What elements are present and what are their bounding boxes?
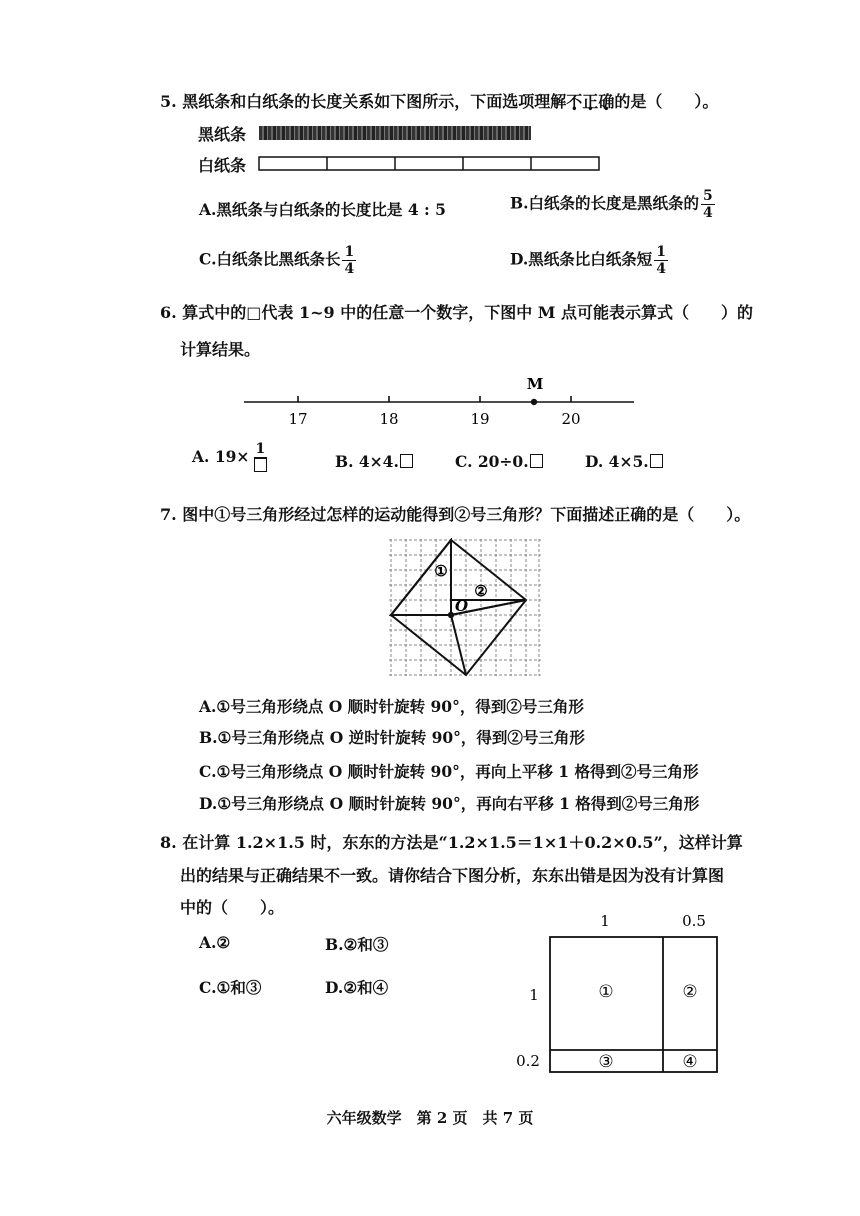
q7-stem: 7. 图中①号三角形经过怎样的运动能得到②号三角形？下面描述正确的是（ ）。 bbox=[160, 505, 751, 524]
q8-stem-line3: 中的（ ）。 bbox=[180, 898, 285, 917]
center-point-o bbox=[448, 612, 454, 618]
number-line bbox=[240, 372, 640, 432]
q6-option-d[interactable]: D. 4×5. bbox=[585, 452, 663, 471]
left-label-1: 1 bbox=[529, 986, 539, 1004]
q5-option-c[interactable]: C.白纸条比黑纸条长 $\frac{1}{4}$ bbox=[199, 244, 355, 277]
tick-label-18: 18 bbox=[379, 410, 399, 428]
triangle-2-label: ② bbox=[474, 582, 488, 600]
q5-option-d[interactable]: D.黑纸条比白纸条短 $\frac{1}{4}$ bbox=[510, 244, 667, 277]
q7-option-b[interactable]: B.①号三角形绕点 O 逆时针旋转 90°，得到②号三角形 bbox=[199, 728, 585, 747]
black-strip bbox=[259, 126, 531, 140]
white-strip bbox=[258, 156, 602, 172]
q8-stem-line2: 出的结果与正确结果不一致。请你结合下图分析，东东出错是因为没有计算图 bbox=[180, 866, 725, 885]
point-m-label: M bbox=[526, 375, 544, 393]
q7-option-c[interactable]: C.①号三角形绕点 O 顺时针旋转 90°，再向上平移 1 格得到②号三角形 bbox=[199, 762, 699, 781]
q7-option-a[interactable]: A.①号三角形绕点 O 顺时针旋转 90°，得到②号三角形 bbox=[199, 697, 584, 716]
rotation-grid-figure bbox=[389, 538, 541, 678]
top-label-1: 1 bbox=[600, 912, 610, 930]
digit-box bbox=[650, 454, 663, 468]
q6-stem-line2: 计算结果。 bbox=[180, 340, 261, 359]
triangle-1-label: ① bbox=[434, 562, 448, 580]
tick-label-17: 17 bbox=[288, 410, 308, 428]
point-m bbox=[531, 399, 537, 405]
q8-stem-line1: 8. 在计算 1.2×1.5 时，东东的方法是“1.2×1.5＝1×1＋0.2×0.5”，这样计算 bbox=[160, 833, 743, 852]
q6-stem-line1: 6. 算式中的□代表 1~9 中的任意一个数字，下图中 M 点可能表示算式（ ）的 bbox=[160, 303, 754, 322]
q6-option-c[interactable]: C. 20÷0. bbox=[455, 452, 543, 471]
digit-box bbox=[530, 454, 543, 468]
cell-4-label: ④ bbox=[682, 1052, 698, 1072]
page-footer: 六年级数学 第 2 页 共 7 页 bbox=[326, 1109, 534, 1127]
q6-option-b[interactable]: B. 4×4. bbox=[335, 452, 413, 471]
point-o-label: O bbox=[455, 597, 469, 615]
q5-option-a[interactable]: A.黑纸条与白纸条的长度比是 4 : 5 bbox=[199, 200, 446, 219]
digit-box bbox=[254, 458, 267, 472]
q7-option-d[interactable]: D.①号三角形绕点 O 顺时针旋转 90°，再向右平移 1 格得到②号三角形 bbox=[199, 794, 700, 813]
area-model-figure bbox=[510, 905, 725, 1075]
left-label-0-2: 0.2 bbox=[516, 1052, 540, 1070]
cell-3-label: ③ bbox=[598, 1052, 614, 1072]
digit-box bbox=[400, 454, 413, 468]
q8-option-a[interactable]: A.② bbox=[199, 933, 231, 952]
q8-option-d[interactable]: D.②和④ bbox=[325, 978, 389, 997]
tick-label-19: 19 bbox=[470, 410, 490, 428]
black-strip-label: 黑纸条 bbox=[198, 125, 247, 144]
q8-option-b[interactable]: B.②和③ bbox=[325, 935, 389, 954]
tick-label-20: 20 bbox=[561, 410, 581, 428]
cell-2-label: ② bbox=[682, 982, 698, 1002]
q6-option-a[interactable]: A. 19× 1 bbox=[192, 441, 269, 475]
q5-option-b[interactable]: B.白纸条的长度是黑纸条的 $\frac{5}{4}$ bbox=[510, 188, 713, 221]
top-label-0-5: 0.5 bbox=[682, 912, 706, 930]
q8-option-c[interactable]: C.①和③ bbox=[199, 978, 262, 997]
white-strip-label: 白纸条 bbox=[198, 156, 247, 175]
cell-1-label: ① bbox=[598, 982, 614, 1002]
q5-stem: 5. 黑纸条和白纸条的长度关系如下图所示，下面选项理解不正确的是（ ）。 bbox=[160, 92, 719, 111]
